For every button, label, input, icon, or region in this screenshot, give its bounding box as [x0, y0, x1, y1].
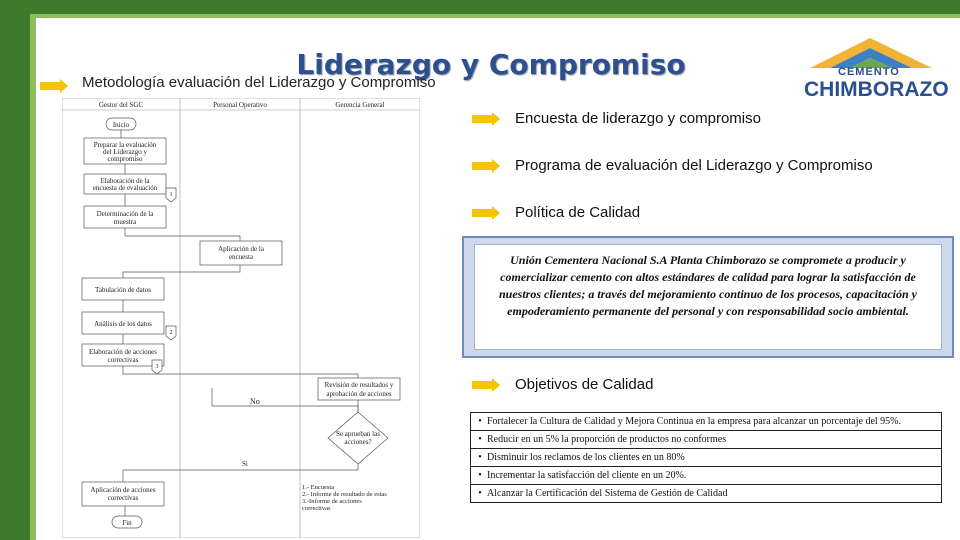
- item-objetivos: Objetivos de Calidad: [515, 376, 654, 393]
- flow-label: correctivas: [107, 494, 139, 502]
- item-programa: Programa de evaluación del Liderazgo y Compromiso: [515, 157, 873, 174]
- bullet: •: [478, 434, 482, 445]
- flow-ref: 2.- Informe de resultado de estas: [302, 491, 387, 498]
- flow-label: acciones?: [344, 438, 372, 446]
- arrow-right-icon: [40, 79, 68, 93]
- objective-text: Fortalecer la Cultura de Calidad y Mejora Continua en la empresa para alcanzar un porcentaje del 95%.: [487, 416, 901, 427]
- bullet: •: [478, 416, 482, 427]
- quality-policy-text: Unión Cementera Nacional S.A Planta Chimborazo se compromete a producir y comercializar cemento con altos estándares de calidad para lograr la satisfacción de nuestros clientes; a través del mejoramiento continuo de los procesos, capacitación y empoderamiento permanente del personal y con responsabilidad socio ambiental.: [499, 253, 917, 318]
- quality-objectives-table: [470, 412, 942, 503]
- flow-label: compromiso: [107, 155, 143, 163]
- objective-row: [471, 467, 942, 485]
- flow-label: Tabulación de datos: [95, 286, 151, 294]
- objective-row: [471, 413, 942, 431]
- flow-ref: 1.- Encuesta: [302, 484, 335, 491]
- arrow-right-icon: [472, 378, 500, 392]
- objective-text: Incrementar la satisfacción del cliente en un 20%.: [487, 470, 687, 481]
- objective-row: [471, 485, 942, 503]
- arrow-right-icon: [472, 112, 500, 126]
- objective-text: Alcanzar la Certificación del Sistema de Gestión de Calidad: [487, 488, 728, 499]
- company-logo: [800, 34, 949, 101]
- flow-label: aprobación de acciones: [326, 390, 392, 398]
- flow-label: Revisión de resultados y: [324, 381, 394, 389]
- bullet: •: [478, 488, 482, 499]
- objective-text: Reducir en un 5% la proporción de productos no conformes: [487, 434, 727, 445]
- bullet: •: [478, 452, 482, 463]
- flow-label: Aplicación de la: [218, 245, 264, 253]
- process-flowchart: [62, 98, 420, 538]
- flow-label: Fin: [122, 519, 132, 527]
- lane-header: Personal Operativo: [213, 101, 267, 109]
- flow-branch-no: No: [250, 397, 260, 406]
- flow-label: encuesta de evaluación: [92, 184, 158, 192]
- connector-label: 2: [169, 330, 173, 336]
- flow-label: Elaboración de la: [100, 177, 150, 185]
- logo-text-bottom: CHIMBORAZO: [804, 78, 949, 101]
- quality-policy-box: [462, 236, 954, 358]
- flow-label: correctivas: [107, 356, 139, 364]
- slide-title: Liderazgo y Compromiso: [296, 48, 686, 81]
- bullet: •: [478, 470, 482, 481]
- arrow-right-icon: [472, 206, 500, 220]
- objective-text: Disminuir los reclamos de los clientes en un 80%: [487, 452, 685, 463]
- connector-label: 3: [155, 364, 159, 370]
- flow-label: Determinación de la: [96, 210, 154, 218]
- logo-text-top: CEMENTO: [838, 66, 900, 78]
- lane-header: Gestor del SGC: [98, 101, 144, 109]
- flow-branch-si: Si: [242, 460, 248, 468]
- logo-mountain-icon: [800, 34, 942, 70]
- flow-label: Se aprueban las: [336, 430, 380, 438]
- flow-label: Aplicación de acciones: [90, 486, 156, 494]
- item-encuesta: Encuesta de liderazgo y compromiso: [515, 110, 761, 127]
- flow-ref: 3.-Informe de acciones: [302, 498, 362, 505]
- lane-header: Gerencia General: [335, 101, 385, 109]
- flow-label: muestra: [113, 218, 137, 226]
- objective-row: [471, 431, 942, 449]
- section-subtitle: Metodología evaluación del Liderazgo y Compromiso: [82, 74, 436, 91]
- flow-ref: correctivas: [302, 505, 331, 512]
- objective-row: [471, 449, 942, 467]
- flow-label: encuesta: [228, 253, 254, 261]
- arrow-right-icon: [472, 159, 500, 173]
- item-politica: Política de Calidad: [515, 204, 641, 221]
- flow-label: Inicio: [112, 121, 130, 129]
- flow-label: Análisis de los datos: [94, 320, 152, 328]
- flow-label: Elaboración de acciones: [88, 348, 158, 356]
- connector-label: 1: [169, 192, 173, 198]
- flow-label: Preparar la evaluación: [93, 141, 157, 149]
- flow-label: del Liderazgo y: [103, 148, 147, 156]
